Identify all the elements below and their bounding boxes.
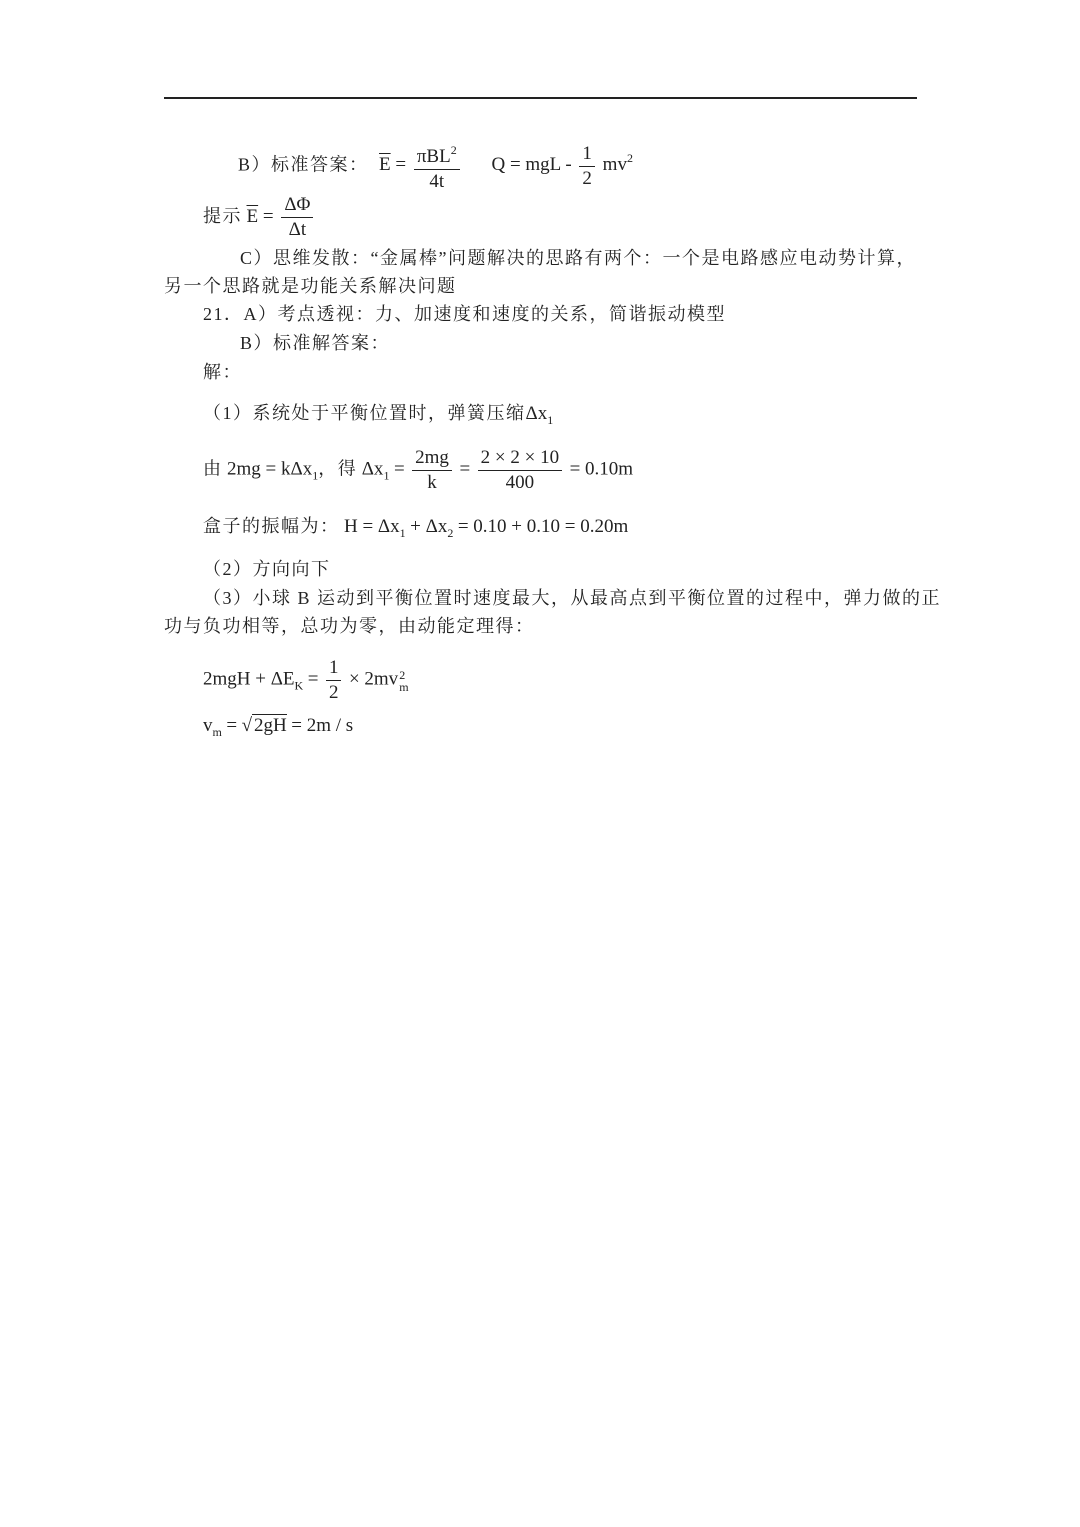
energy-supsub: [399, 669, 408, 693]
emf-denominator: 4t: [429, 171, 445, 192]
eq-balance: 2mg = kΔx: [227, 458, 313, 480]
emf-numerator: πBL: [416, 146, 451, 167]
heat-numerator: 1: [579, 142, 595, 167]
energy-sup: 2: [399, 667, 406, 682]
amplitude-sub1: 1: [399, 526, 406, 540]
amplitude-label: 盒子的振幅为：: [203, 516, 340, 536]
eq-equals-1: =: [393, 458, 405, 480]
eq-f1-num: 2mg: [412, 446, 452, 471]
heat-rhs: mv: [602, 154, 627, 176]
answer-b-label: B）标准答案：: [238, 154, 369, 175]
hint-line: [203, 193, 316, 242]
heat-lhs: Q = mgL -: [491, 154, 572, 176]
eq-intro: 由: [203, 458, 223, 479]
velocity-equation: [203, 713, 353, 744]
sqrt-sign: √: [241, 715, 252, 736]
energy-num: 1: [326, 656, 342, 681]
hint-fraction: [281, 193, 313, 242]
energy-fraction: [326, 656, 342, 705]
step3-line: （3）小球 B 运动到平衡位置时速度最大，从最高点到平衡位置的过程中，弹力做的正: [203, 588, 942, 608]
eq-fraction-1: [412, 446, 452, 495]
eq-f1-den: k: [427, 472, 437, 493]
eq-f2-den: 400: [505, 472, 535, 493]
energy-rhs: × 2mv: [348, 668, 399, 690]
amplitude-m1: H = Δx: [344, 516, 400, 537]
heat-denominator: 2: [582, 167, 592, 189]
q21-answer-label: B）标准解答案：: [240, 333, 391, 353]
hint-denominator: Δt: [288, 219, 307, 240]
eq-equals-2: =: [459, 458, 471, 480]
eq-balance-sub: 1: [312, 468, 319, 483]
heat-formula: [491, 142, 633, 189]
step1-sub: 1: [547, 413, 554, 427]
hint-numerator: ΔΦ: [281, 193, 313, 218]
velocity-equals: =: [226, 715, 238, 736]
energy-equals: =: [307, 668, 319, 690]
equation-compression: [203, 446, 633, 495]
q21-heading: 21．A）考点透视：力、加速度和速度的关系，简谐振动模型: [203, 304, 726, 324]
amplitude-m3: = 0.10 + 0.10 = 0.20m: [457, 516, 629, 537]
emf-formula: [379, 143, 467, 192]
answer-c-continuation: 另一个思路就是功能关系解决问题: [164, 276, 457, 296]
emf-fraction: [414, 138, 460, 194]
eq-connector: ，得: [318, 458, 358, 479]
velocity-v: v: [203, 715, 213, 736]
emf-num-sup: 2: [450, 143, 457, 157]
energy-den: 2: [328, 682, 339, 703]
step1-line: [203, 401, 553, 432]
eq-dx-sub: 1: [383, 468, 390, 483]
step1-math: Δx: [525, 403, 548, 424]
energy-sub: K: [294, 678, 304, 693]
eq-fraction-2: [478, 446, 562, 495]
heat-fraction: [579, 142, 595, 191]
step1-text: （1）系统处于平衡位置时，弹簧压缩: [203, 403, 526, 423]
hint-lhs: $\overline{E}$ =: [246, 205, 274, 227]
solution-label: 解：: [203, 362, 242, 382]
velocity-result: = 2m / s: [291, 715, 354, 736]
hint-label: 提示: [203, 205, 242, 226]
heat-sup: 2: [626, 151, 633, 166]
answer-c-line: C）思维发散：“金属棒”问题解决的思路有两个：一个是电路感应电动势计算，: [240, 248, 916, 268]
answer-b-line: [238, 138, 633, 194]
emf-lhs: $\overline{E}$ =: [379, 154, 407, 176]
amplitude-line: [203, 514, 628, 545]
energy-lhs: 2mgH + ΔE: [203, 668, 295, 690]
eq-dx: Δx: [361, 458, 384, 480]
amplitude-sub2: 2: [447, 526, 454, 540]
step2-line: （2）方向向下: [203, 559, 331, 579]
energy-sub2: m: [399, 679, 409, 694]
step3-continuation: 功与负功相等，总功为零，由动能定理得：: [164, 616, 535, 636]
velocity-sub: m: [212, 725, 222, 739]
energy-equation: [203, 656, 409, 705]
eq-result: = 0.10m: [569, 458, 634, 480]
velocity-sqrt: 2gH: [254, 715, 287, 736]
eq-f2-num: 2 × 2 × 10: [478, 446, 562, 471]
header-rule: [164, 97, 917, 99]
amplitude-m2: + Δx: [410, 516, 448, 537]
